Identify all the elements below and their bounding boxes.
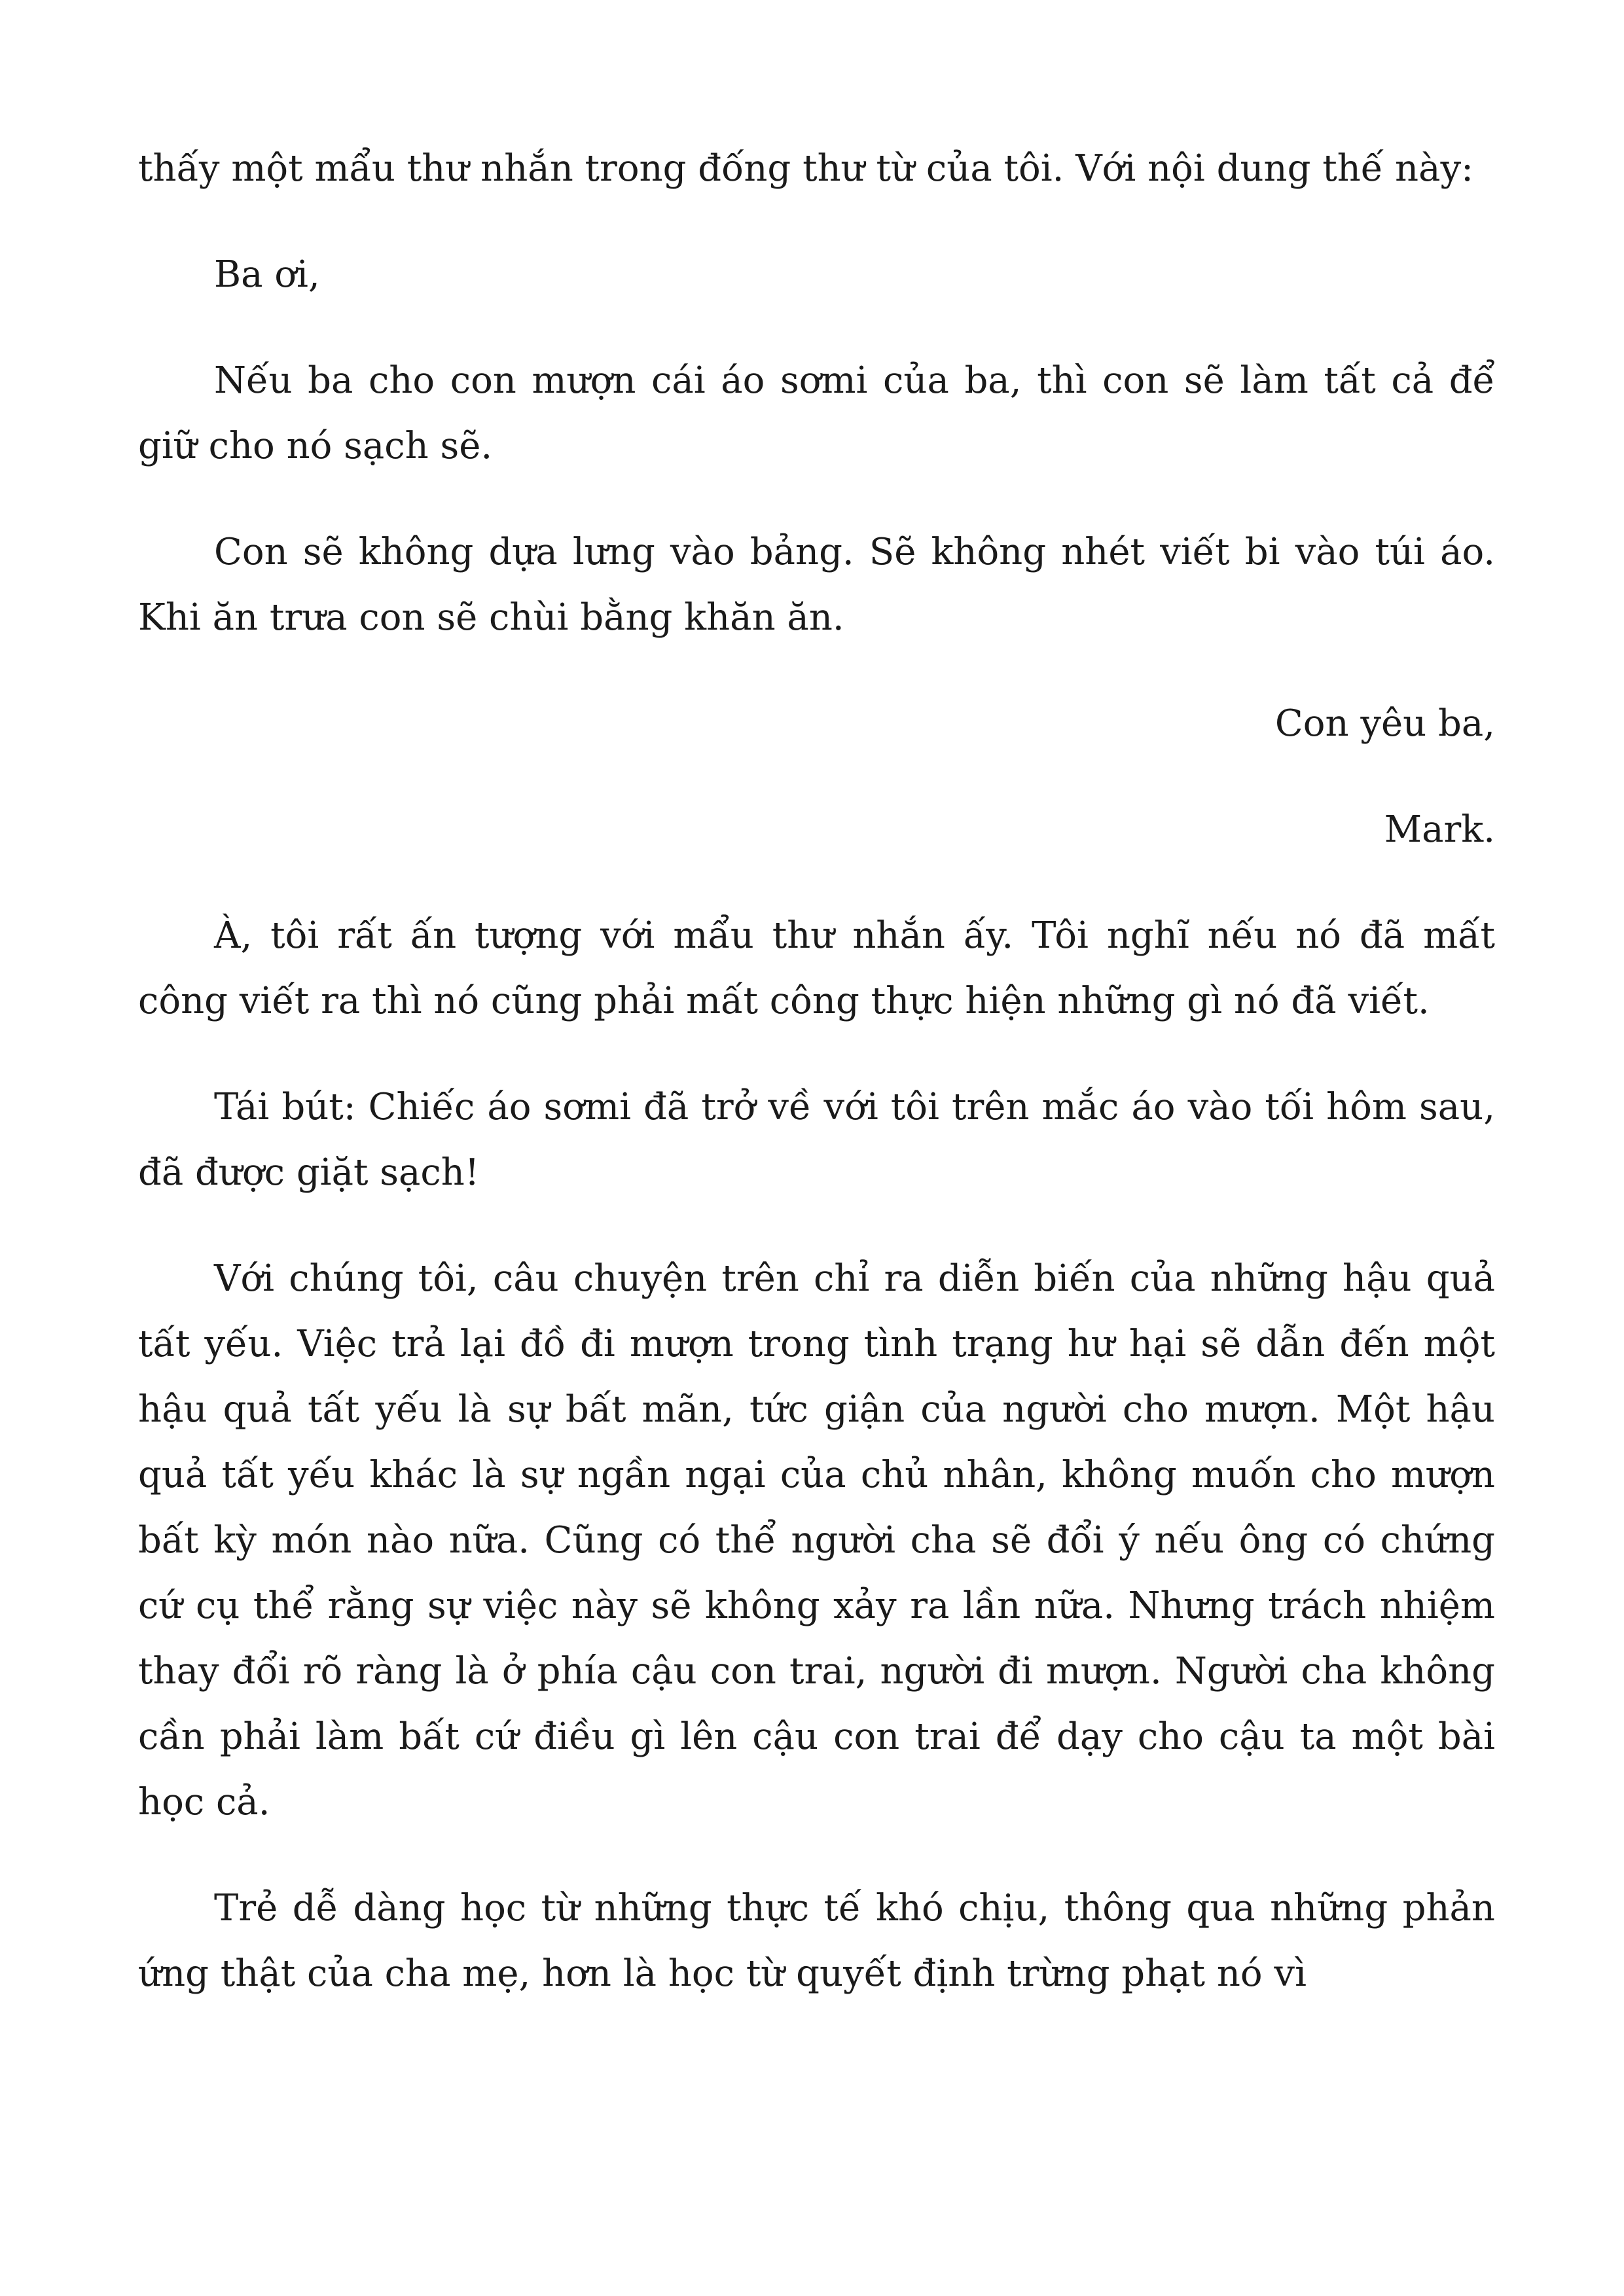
- letter-paragraph-2: Con sẽ không dựa lưng vào bảng. Sẽ không nhét viết bi vào túi áo. Khi ăn trưa con sẽ chùi bằng khăn ăn.: [138, 531, 1495, 639]
- paragraph-continued-intro: thấy một mẩu thư nhắn trong đống thư từ của tôi. Với nội dung thế này:: [138, 147, 1474, 190]
- paragraph-learning: Trẻ dễ dàng học từ những thực tế khó chịu, thông qua những phản ứng thật của cha mẹ, hơn là học từ quyết định trừng phạt nó vì: [138, 1887, 1495, 1995]
- paragraph-reaction: À, tôi rất ấn tượng với mẩu thư nhắn ấy. Tôi nghĩ nếu nó đã mất công viết ra thì nó cũng phải mất công thực hiện những gì nó đã viết.: [138, 914, 1495, 1022]
- paragraph-consequences: Với chúng tôi, câu chuyện trên chỉ ra diễn biến của những hậu quả tất yếu. Việc trả lại đồ đi mượn trong tình trạng hư hại sẽ dẫn đến một hậu quả tất yếu là sự bất mãn, tức giận của người cho mượn. Một hậu quả tất yếu khác là sự ngần ngại của chủ nhân, không muốn cho mượn bất kỳ món nào nữa. Cũng có thể người cha sẽ đổi ý nếu ông có chứng cứ cụ thể rằng sự việc này sẽ không xảy ra lần nữa. Nhưng trách nhiệm thay đổi rõ ràng là ở phía cậu con trai, người đi mượn. Người cha không cần phải làm bất cứ điều gì lên cậu con trai để dạy cho cậu ta một bài học cả.: [138, 1257, 1495, 1823]
- letter-paragraph-1: Nếu ba cho con mượn cái áo sơmi của ba, thì con sẽ làm tất cả để giữ cho nó sạch sẽ.: [138, 359, 1495, 467]
- letter-signature: Mark.: [1384, 808, 1495, 851]
- letter-closing: Con yêu ba,: [1274, 702, 1495, 745]
- paragraph-postscript: Tái bút: Chiếc áo sơmi đã trở về với tôi trên mắc áo vào tối hôm sau, đã được giặt sạch!: [138, 1086, 1495, 1194]
- letter-salutation: Ba ơi,: [214, 253, 320, 296]
- document-page: [138, 136, 1495, 2007]
